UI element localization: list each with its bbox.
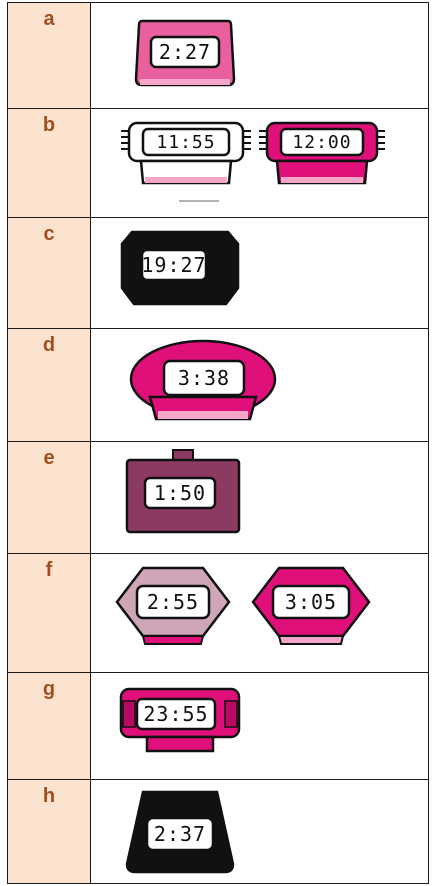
digital-clock: [249, 564, 373, 648]
clock-time: 11:55: [156, 132, 216, 154]
row-label-cell: [8, 3, 91, 109]
clock-cell: [91, 218, 429, 329]
clock-cell: [91, 3, 429, 109]
row-label-cell: [8, 553, 91, 672]
row-label-cell: [8, 442, 91, 553]
clock-time: 2:55: [146, 589, 200, 614]
clock-time: 1:50: [153, 481, 207, 506]
row-label-cell: [8, 329, 91, 442]
row-label: g: [42, 677, 56, 700]
digital-clock: [118, 228, 242, 308]
row-label-cell: [8, 779, 91, 883]
digital-clock: [128, 337, 278, 425]
row-label-cell: [8, 672, 91, 779]
row-label: h: [42, 784, 56, 807]
digital-clock: [257, 117, 387, 189]
row-label: d: [42, 334, 56, 357]
clock-cell: [91, 109, 429, 218]
row-label: c: [43, 223, 55, 246]
row-label-cell: [8, 109, 91, 218]
clock-time: 2:37: [153, 821, 207, 846]
row-label-cell: [8, 218, 91, 329]
clock-time: 2:27: [158, 40, 212, 64]
clock-cell: [91, 672, 429, 779]
row-label: a: [43, 8, 55, 30]
clock-cell: [91, 442, 429, 553]
clock-time: 23:55: [143, 701, 209, 726]
clock-time: 3:38: [177, 366, 231, 391]
clock-time: 3:05: [284, 589, 338, 614]
clock-cell: [91, 779, 429, 883]
digital-clock: [117, 685, 243, 759]
clock-cell: [91, 329, 429, 442]
row-label: f: [45, 558, 53, 581]
clock-cell: [91, 553, 429, 672]
clock-table: [7, 2, 429, 884]
digital-clock: [134, 15, 236, 95]
clock-time: 19:27: [141, 253, 207, 278]
digital-clock: [113, 564, 233, 648]
digital-clock: [119, 117, 253, 201]
row-label: e: [43, 447, 55, 470]
digital-clock: [123, 788, 237, 876]
digital-clock: [121, 448, 245, 538]
clock-time: 12:00: [292, 132, 352, 154]
row-label: b: [42, 114, 56, 137]
